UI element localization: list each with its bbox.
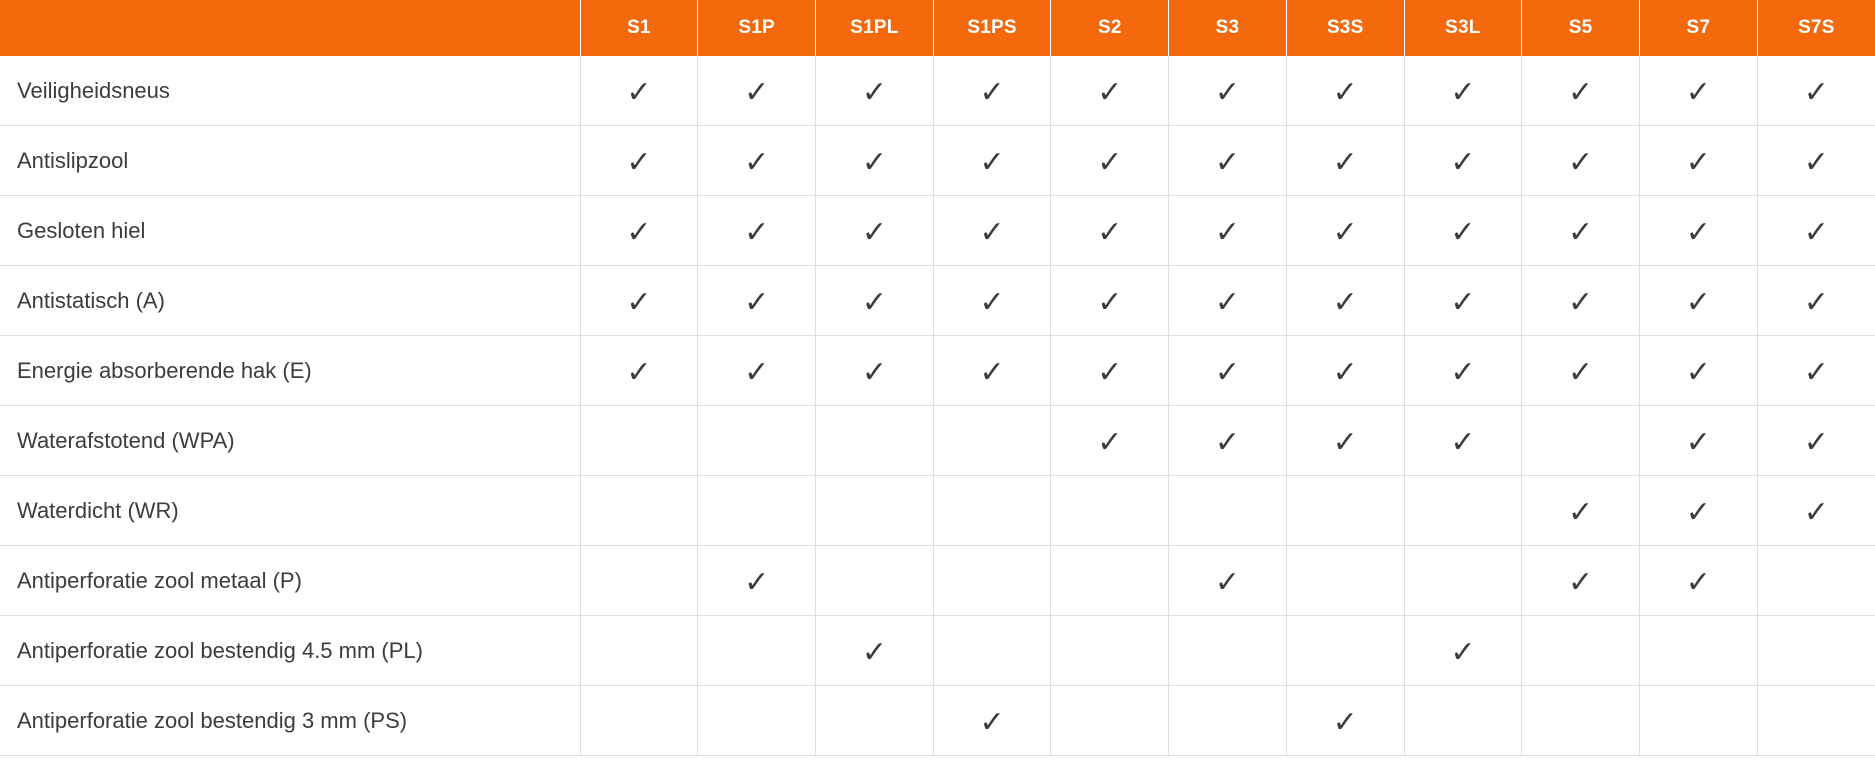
cell-check: [580, 266, 698, 336]
check-icon: ✓: [744, 354, 770, 390]
cell-empty: [1404, 686, 1522, 756]
cell-check: [1757, 126, 1875, 196]
table-row: [0, 616, 1875, 686]
check-icon: ✓: [1450, 354, 1476, 390]
check-icon: ✓: [1332, 704, 1358, 740]
check-icon: ✓: [1568, 144, 1594, 180]
cell-check: [1051, 126, 1169, 196]
check-icon: ✓: [1097, 284, 1123, 320]
cell-check: [816, 56, 934, 126]
cell-check: [1639, 406, 1757, 476]
cell-check: [1757, 336, 1875, 406]
check-icon: ✓: [861, 634, 887, 670]
cell-check: [933, 686, 1051, 756]
row-label: Antiperforatie zool metaal (P): [0, 546, 580, 616]
check-icon: ✓: [626, 354, 652, 390]
cell-check: [1051, 56, 1169, 126]
check-icon: ✓: [744, 284, 770, 320]
check-icon: ✓: [1097, 144, 1123, 180]
column-header-s1p: S1P: [698, 0, 816, 56]
check-icon: ✓: [1685, 354, 1711, 390]
cell-empty: [1522, 686, 1640, 756]
cell-check: [1286, 266, 1404, 336]
cell-empty: [580, 546, 698, 616]
cell-check: [1757, 56, 1875, 126]
check-icon: ✓: [1803, 284, 1829, 320]
cell-check: [1286, 196, 1404, 266]
cell-check: [698, 196, 816, 266]
cell-check: [1404, 336, 1522, 406]
check-icon: ✓: [1097, 74, 1123, 110]
cell-empty: [1757, 546, 1875, 616]
cell-check: [1522, 476, 1640, 546]
cell-check: [1286, 406, 1404, 476]
cell-empty: [1639, 616, 1757, 686]
cell-empty: [816, 546, 934, 616]
table-body: [0, 56, 1875, 756]
check-icon: ✓: [1450, 634, 1476, 670]
check-icon: ✓: [1214, 424, 1241, 460]
cell-empty: [580, 616, 698, 686]
cell-check: [1404, 56, 1522, 126]
check-icon: ✓: [744, 214, 770, 250]
cell-check: [933, 336, 1051, 406]
cell-check: [698, 266, 816, 336]
cell-check: [816, 336, 934, 406]
column-header-s3l: S3L: [1404, 0, 1522, 56]
cell-check: [1639, 56, 1757, 126]
row-label: Veiligheidsneus: [0, 56, 580, 126]
check-icon: ✓: [979, 284, 1005, 320]
check-icon: ✓: [1332, 74, 1358, 110]
row-label: Antiperforatie zool bestendig 3 mm (PS): [0, 686, 580, 756]
row-label: Antiperforatie zool bestendig 4.5 mm (PL): [0, 616, 580, 686]
check-icon: ✓: [1332, 354, 1358, 390]
cell-empty: [698, 406, 816, 476]
check-icon: ✓: [1214, 284, 1241, 320]
cell-check: [698, 336, 816, 406]
check-icon: ✓: [1097, 354, 1123, 390]
check-icon: ✓: [1685, 494, 1711, 530]
cell-check: [1639, 546, 1757, 616]
cell-check: [1639, 336, 1757, 406]
column-header-s5: S5: [1522, 0, 1640, 56]
check-icon: ✓: [1685, 74, 1711, 110]
check-icon: ✓: [861, 144, 887, 180]
cell-empty: [1051, 546, 1169, 616]
check-icon: ✓: [1214, 144, 1241, 180]
cell-empty: [1757, 616, 1875, 686]
check-icon: ✓: [1568, 74, 1594, 110]
cell-check: [1169, 336, 1287, 406]
cell-check: [1404, 406, 1522, 476]
check-icon: ✓: [1803, 354, 1829, 390]
cell-empty: [698, 686, 816, 756]
check-icon: ✓: [1685, 424, 1711, 460]
cell-check: [1522, 546, 1640, 616]
column-header-s3s: S3S: [1286, 0, 1404, 56]
column-header-s2: S2: [1051, 0, 1169, 56]
cell-check: [1404, 616, 1522, 686]
cell-check: [1757, 476, 1875, 546]
check-icon: ✓: [626, 214, 652, 250]
check-icon: ✓: [1685, 214, 1711, 250]
check-icon: ✓: [1803, 494, 1829, 530]
check-icon: ✓: [1214, 74, 1241, 110]
check-icon: ✓: [1685, 144, 1711, 180]
row-label: Energie absorberende hak (E): [0, 336, 580, 406]
cell-check: [933, 126, 1051, 196]
cell-empty: [1522, 616, 1640, 686]
cell-check: [1757, 266, 1875, 336]
cell-check: [1522, 266, 1640, 336]
check-icon: ✓: [1450, 214, 1476, 250]
cell-empty: [580, 476, 698, 546]
cell-check: [1522, 126, 1640, 196]
row-label: Gesloten hiel: [0, 196, 580, 266]
cell-check: [1639, 126, 1757, 196]
cell-check: [1051, 266, 1169, 336]
check-icon: ✓: [1568, 564, 1594, 600]
check-icon: ✓: [1214, 564, 1241, 600]
cell-empty: [1639, 686, 1757, 756]
cell-empty: [1286, 546, 1404, 616]
check-icon: ✓: [1332, 214, 1358, 250]
check-icon: ✓: [861, 214, 887, 250]
table-row: [0, 126, 1875, 196]
column-header-s1ps: S1PS: [933, 0, 1051, 56]
check-icon: ✓: [1450, 424, 1476, 460]
check-icon: ✓: [1214, 214, 1241, 250]
cell-check: [933, 266, 1051, 336]
check-icon: ✓: [1803, 74, 1829, 110]
column-header-s7: S7: [1639, 0, 1757, 56]
row-label: Antislipzool: [0, 126, 580, 196]
check-icon: ✓: [1332, 144, 1358, 180]
check-icon: ✓: [1685, 564, 1711, 600]
cell-check: [1404, 126, 1522, 196]
check-icon: ✓: [979, 74, 1005, 110]
cell-check: [1169, 126, 1287, 196]
check-icon: ✓: [861, 354, 887, 390]
check-icon: ✓: [1568, 494, 1594, 530]
cell-check: [1639, 266, 1757, 336]
table-row: [0, 56, 1875, 126]
check-icon: ✓: [1685, 284, 1711, 320]
row-label: Waterdicht (WR): [0, 476, 580, 546]
cell-empty: [933, 476, 1051, 546]
cell-empty: [1051, 616, 1169, 686]
check-icon: ✓: [744, 564, 770, 600]
check-icon: ✓: [861, 74, 887, 110]
cell-empty: [1169, 476, 1287, 546]
table-row: [0, 196, 1875, 266]
check-icon: ✓: [744, 144, 770, 180]
cell-empty: [698, 616, 816, 686]
cell-check: [1639, 476, 1757, 546]
check-icon: ✓: [626, 284, 652, 320]
cell-empty: [580, 406, 698, 476]
check-icon: ✓: [626, 74, 652, 110]
cell-check: [1286, 336, 1404, 406]
cell-empty: [698, 476, 816, 546]
cell-check: [1051, 336, 1169, 406]
cell-check: [933, 56, 1051, 126]
cell-check: [1522, 196, 1640, 266]
cell-check: [1286, 686, 1404, 756]
column-header-s1: S1: [580, 0, 698, 56]
check-icon: ✓: [1803, 144, 1829, 180]
cell-empty: [1286, 616, 1404, 686]
cell-empty: [1051, 686, 1169, 756]
cell-check: [1169, 546, 1287, 616]
cell-check: [1051, 406, 1169, 476]
check-icon: ✓: [979, 704, 1005, 740]
cell-empty: [1404, 546, 1522, 616]
cell-check: [816, 266, 934, 336]
cell-empty: [1757, 686, 1875, 756]
column-header-s3: S3: [1169, 0, 1287, 56]
table-header-row: [0, 0, 1875, 56]
cell-empty: [933, 406, 1051, 476]
cell-empty: [1169, 686, 1287, 756]
check-icon: ✓: [1568, 354, 1594, 390]
cell-empty: [1522, 406, 1640, 476]
cell-check: [580, 126, 698, 196]
cell-check: [816, 126, 934, 196]
cell-check: [1757, 196, 1875, 266]
cell-check: [1522, 336, 1640, 406]
check-icon: ✓: [979, 354, 1005, 390]
cell-empty: [816, 686, 934, 756]
cell-check: [933, 196, 1051, 266]
cell-check: [816, 196, 934, 266]
table-row: [0, 406, 1875, 476]
check-icon: ✓: [1450, 144, 1476, 180]
cell-empty: [580, 686, 698, 756]
cell-empty: [1051, 476, 1169, 546]
cell-check: [580, 56, 698, 126]
check-icon: ✓: [861, 284, 887, 320]
cell-check: [1639, 196, 1757, 266]
cell-check: [698, 546, 816, 616]
cell-check: [1286, 126, 1404, 196]
column-header-s1pl: S1PL: [816, 0, 934, 56]
column-header-feature: [0, 0, 580, 56]
check-icon: ✓: [1332, 284, 1358, 320]
cell-check: [1404, 266, 1522, 336]
check-icon: ✓: [1450, 74, 1476, 110]
check-icon: ✓: [626, 144, 652, 180]
table-row: [0, 546, 1875, 616]
check-icon: ✓: [1568, 284, 1594, 320]
check-icon: ✓: [1332, 424, 1358, 460]
table-row: [0, 476, 1875, 546]
cell-empty: [933, 616, 1051, 686]
check-icon: ✓: [1450, 284, 1476, 320]
cell-empty: [816, 476, 934, 546]
cell-check: [1286, 56, 1404, 126]
cell-empty: [1286, 476, 1404, 546]
table-row: [0, 266, 1875, 336]
check-icon: ✓: [1097, 214, 1123, 250]
cell-check: [1757, 406, 1875, 476]
check-icon: ✓: [1803, 424, 1829, 460]
cell-empty: [933, 546, 1051, 616]
cell-check: [816, 616, 934, 686]
cell-empty: [1404, 476, 1522, 546]
row-label: Waterafstotend (WPA): [0, 406, 580, 476]
column-header-s7s: S7S: [1757, 0, 1875, 56]
cell-empty: [816, 406, 934, 476]
check-icon: ✓: [1803, 214, 1829, 250]
row-label: Antistatisch (A): [0, 266, 580, 336]
table-header: [0, 0, 1875, 56]
cell-check: [1169, 196, 1287, 266]
check-icon: ✓: [744, 74, 770, 110]
table-row: [0, 686, 1875, 756]
cell-check: [1169, 266, 1287, 336]
check-icon: ✓: [979, 144, 1005, 180]
cell-check: [1169, 406, 1287, 476]
cell-check: [1522, 56, 1640, 126]
check-icon: ✓: [1214, 354, 1241, 390]
cell-check: [698, 56, 816, 126]
cell-check: [580, 196, 698, 266]
check-icon: ✓: [1568, 214, 1594, 250]
table-row: [0, 336, 1875, 406]
cell-check: [698, 126, 816, 196]
cell-check: [1051, 196, 1169, 266]
cell-check: [580, 336, 698, 406]
check-icon: ✓: [1097, 424, 1123, 460]
check-icon: ✓: [979, 214, 1005, 250]
cell-check: [1169, 56, 1287, 126]
cell-check: [1404, 196, 1522, 266]
cell-empty: [1169, 616, 1287, 686]
